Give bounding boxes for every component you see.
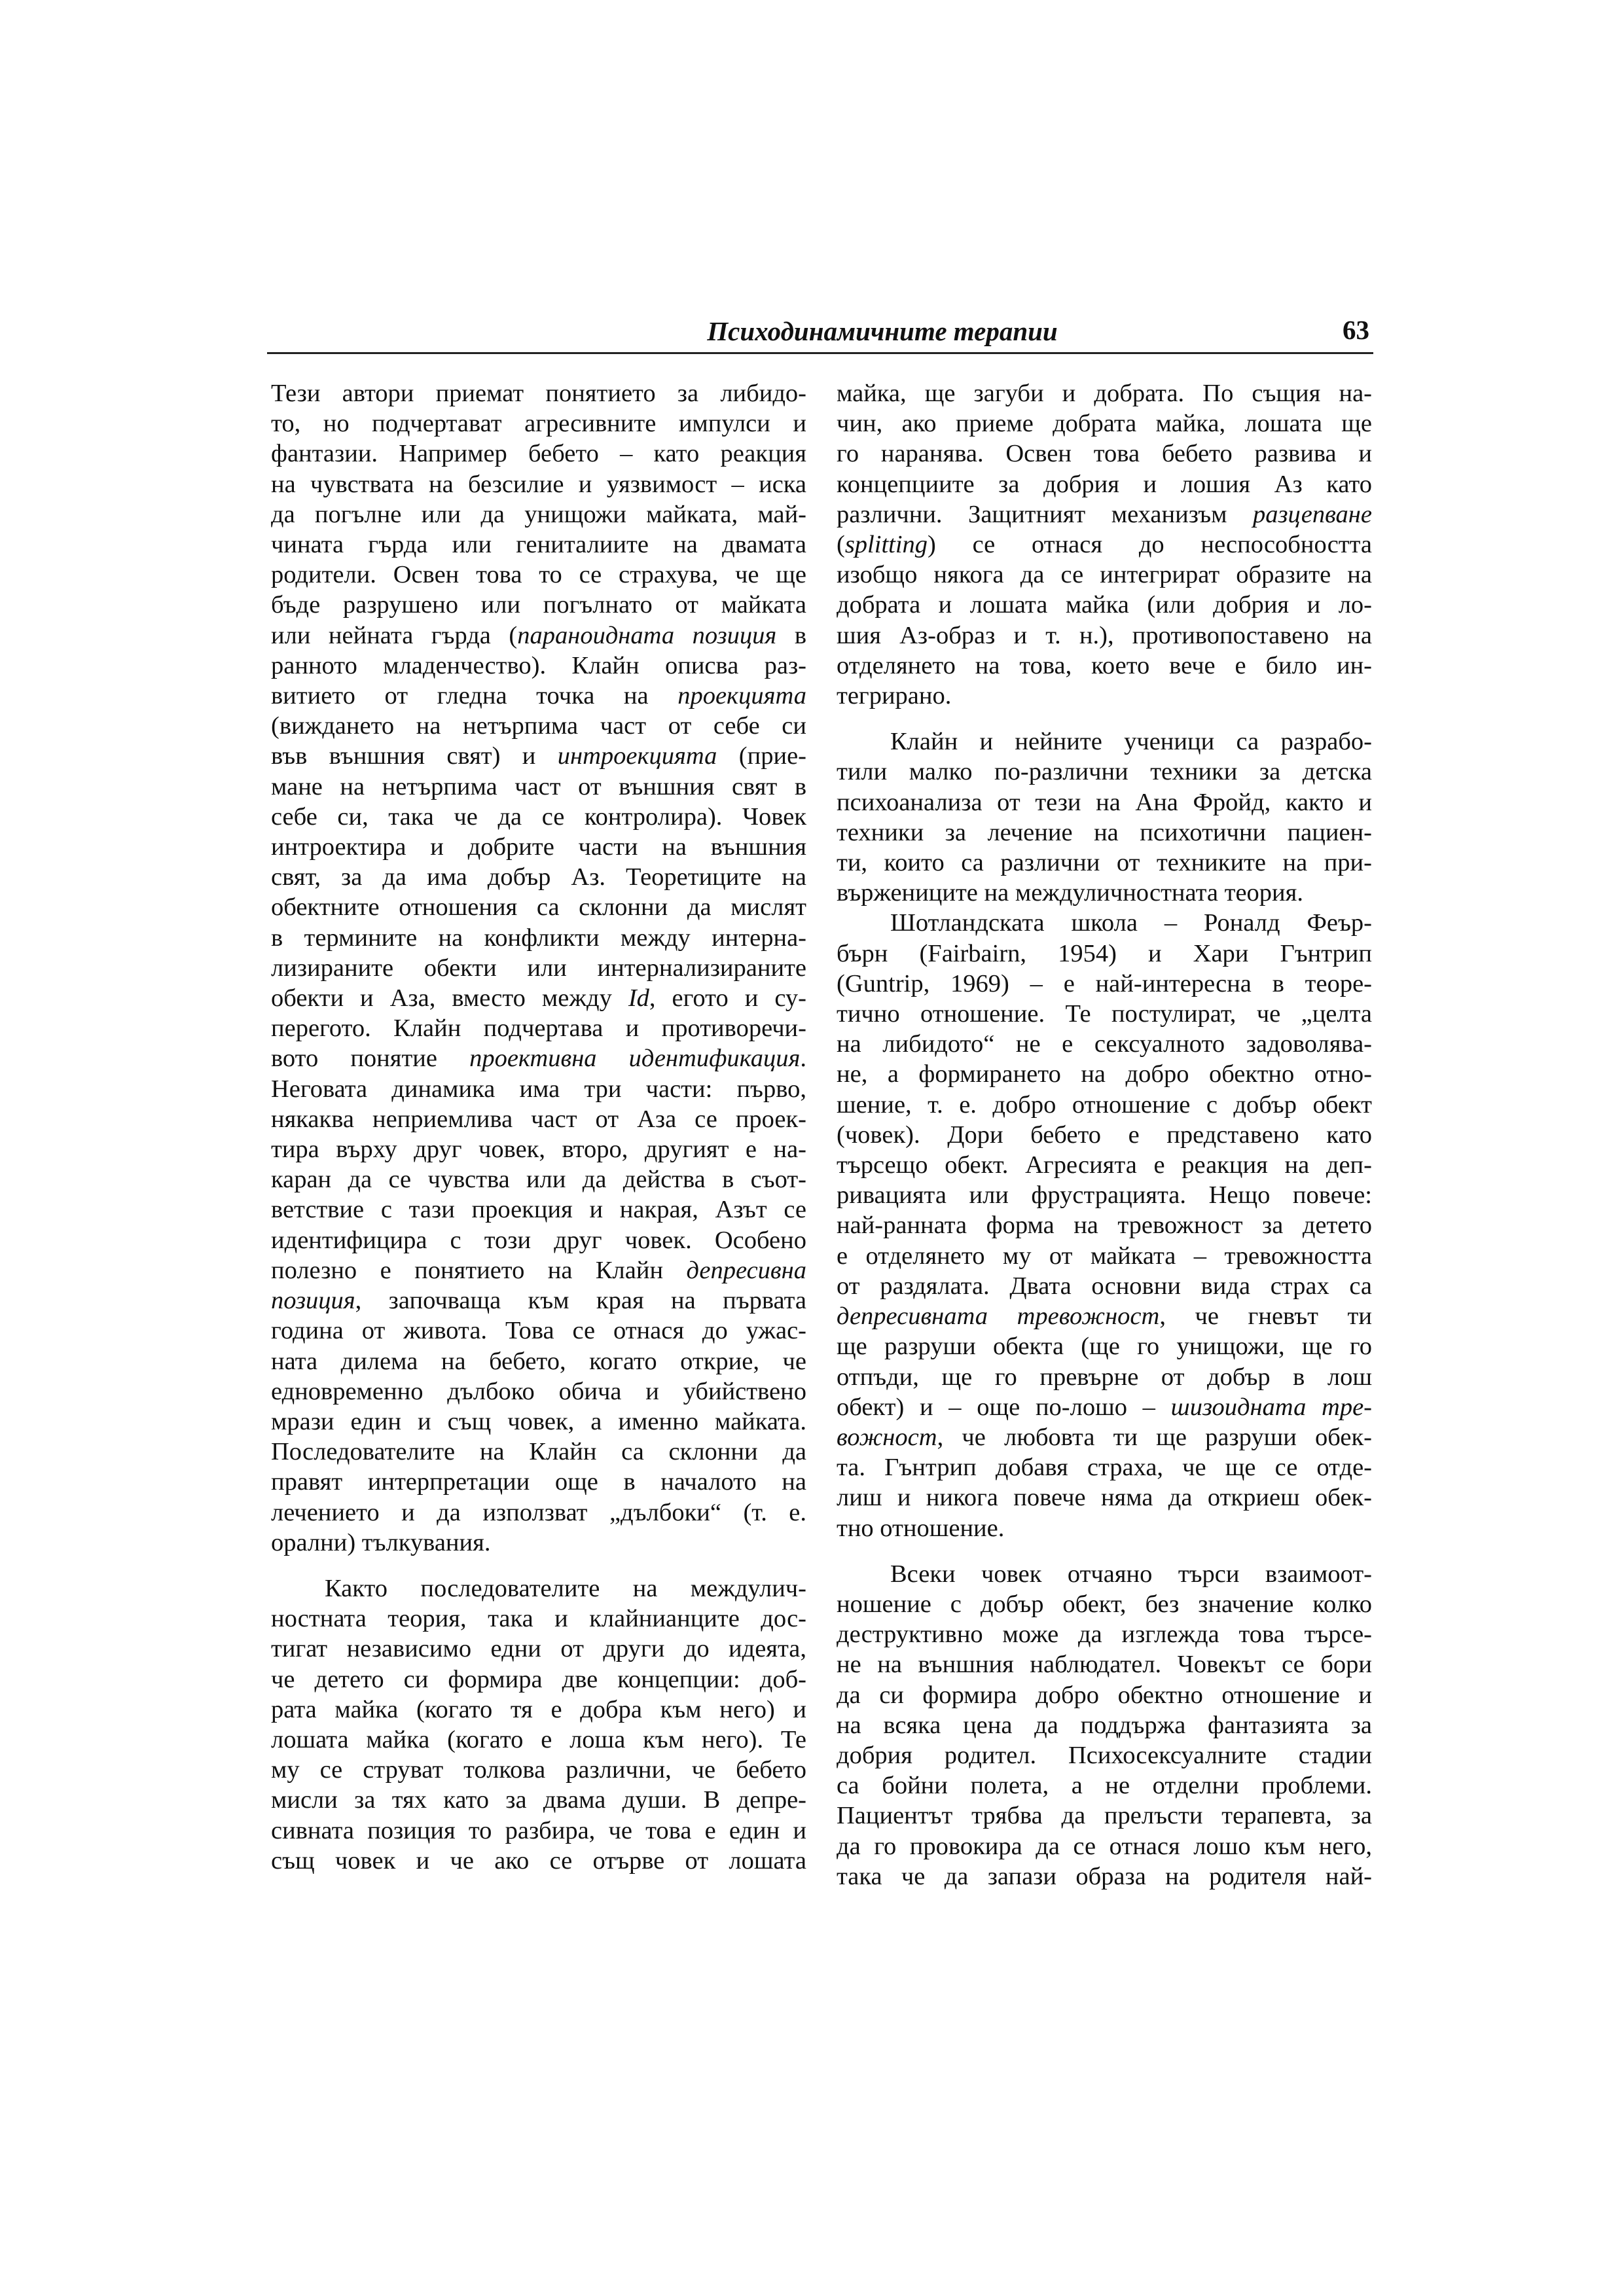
text-line (837, 1482, 1372, 1513)
right-column (837, 378, 1372, 1892)
text-line (837, 439, 1372, 469)
text-line (271, 892, 806, 922)
text-run: перегото. Клайн подчертава и противоречи- (271, 1014, 806, 1043)
text-run: сивната позиция то разбира, че това е един и (271, 1816, 806, 1844)
text-line (271, 1528, 806, 1558)
text-run: му се струват толкова различни, че бебето (271, 1756, 806, 1784)
text-run: Последователите на Клайн са склонни да (271, 1438, 806, 1466)
text-line (837, 408, 1372, 439)
text-line (837, 757, 1372, 787)
text-run: да го провокира да се отнася лошо към него, (837, 1832, 1372, 1860)
text-line (271, 1255, 806, 1285)
text-run: едновременно дълбоко обича и убийствено (271, 1377, 806, 1405)
text-run: някаква неприемлива част от Аза се проек- (271, 1105, 806, 1133)
text-run: шия Аз-образ и т. н.), противопоставено на (837, 621, 1372, 649)
text-line (271, 1043, 806, 1073)
text-line (837, 1770, 1372, 1801)
italic-term: интроекцията (557, 742, 717, 770)
text-run: бърн (Fairbairn, 1954) и Хари Гънтрип (837, 939, 1372, 967)
text-line (837, 378, 1372, 408)
text-run: добрата и лошата майка (или добрия и ло- (837, 591, 1372, 619)
text-line (271, 1164, 806, 1194)
text-line (837, 469, 1372, 499)
running-header (267, 313, 1373, 354)
text-line (837, 726, 1372, 757)
text-line (837, 1619, 1372, 1649)
text-run: не на външния наблюдател. Човекът се бори (837, 1651, 1372, 1679)
text-line (271, 529, 806, 560)
left-column (271, 378, 806, 1876)
text-run: ната дилема на бебето, когато открие, че (271, 1347, 806, 1375)
italic-term: Id (628, 984, 649, 1013)
text-line (271, 1634, 806, 1664)
text-run: , започваща към края на първата (355, 1287, 806, 1315)
text-line (837, 1801, 1372, 1831)
text-run: , че гневът ти (1159, 1302, 1372, 1331)
text-line (837, 908, 1372, 938)
text-run: чин, ако приеме добрата майка, лошата ще (837, 410, 1372, 438)
text-line (837, 560, 1372, 590)
text-run: да си формира добро обектно отношение и (837, 1681, 1372, 1709)
text-line (271, 772, 806, 802)
text-run: мисли за тях като за двама души. В депре- (271, 1786, 806, 1814)
text-run: лизираните обекти или интернализираните (271, 954, 806, 982)
text-run: не, а формирането на добро обектно отно- (837, 1060, 1372, 1088)
paragraph-gap (837, 711, 1372, 726)
text-run: да погълне или да унищожи майката, май- (271, 500, 806, 528)
text-run: вържениците на междуличностната теория. (837, 879, 1303, 907)
text-run: в термините на конфликти между интерна- (271, 924, 806, 952)
text-run: ностната теория, така и клайнианците дос- (271, 1605, 806, 1633)
text-run: тегрирано. (837, 682, 952, 710)
text-run: тигат независимо едни от други до идеята, (271, 1635, 806, 1663)
text-line (837, 939, 1372, 969)
text-line (837, 1271, 1372, 1301)
text-run: родители. Освен това то се страхува, че ще (271, 561, 806, 589)
text-run: ранното младенчество). Клайн описва раз- (271, 651, 806, 679)
text-line (837, 1362, 1372, 1392)
text-run: полезно е понятието на Клайн (271, 1256, 687, 1284)
text-line (271, 620, 806, 651)
italic-term: позиция (271, 1287, 355, 1315)
text-run: ) се отнася до неспособността (928, 531, 1372, 559)
text-line (271, 1225, 806, 1255)
text-line (271, 1467, 806, 1497)
text-run: различни. Защитният механизъм (837, 500, 1254, 528)
text-run: та. Гънтрип добавя страха, че ще се отде- (837, 1454, 1372, 1482)
text-line (271, 560, 806, 590)
text-line (271, 378, 806, 408)
text-run: на чувствата на безсилие и уязвимост – иска (271, 470, 806, 498)
text-run: или нейната гърда ( (271, 621, 518, 649)
text-run: лечението и да използват „дълбоки“ (т. е. (271, 1498, 806, 1526)
text-run: обект) и – още по-лошо – (837, 1393, 1171, 1421)
text-line (837, 1452, 1372, 1482)
text-line (271, 408, 806, 439)
text-run: във външния свят) и (271, 742, 558, 770)
text-run: лошата майка (когато е лоша към него). Те (271, 1725, 806, 1753)
text-line (271, 741, 806, 771)
text-run: Неговата динамика има три части: първо, (271, 1075, 806, 1103)
text-line (837, 1120, 1372, 1150)
italic-term: вожност (837, 1423, 937, 1451)
text-line (271, 1785, 806, 1815)
paragraph-gap (271, 1558, 806, 1573)
text-line (271, 1346, 806, 1376)
text-run: Всеки човек отчаяно търси взаимоот- (890, 1560, 1372, 1588)
text-line (837, 1301, 1372, 1331)
text-line (837, 878, 1372, 908)
text-line (271, 862, 806, 892)
text-run: ( (837, 531, 845, 559)
text-run: тно отношение. (837, 1514, 1005, 1542)
text-line (271, 953, 806, 983)
text-line (271, 1074, 806, 1104)
text-line (271, 1437, 806, 1467)
text-line (837, 1680, 1372, 1710)
text-line (271, 923, 806, 953)
text-run: от раздялата. Двата основни вида страх са (837, 1272, 1372, 1300)
text-run: тира върху друг човек, второ, другият е на- (271, 1136, 806, 1164)
text-run: рата майка (когато тя е добра към него) и (271, 1695, 806, 1723)
text-line (271, 1376, 806, 1407)
text-run: така че да запази образа на родителя най- (837, 1862, 1372, 1890)
text-run: търсещо обект. Агресията е реакция на деп- (837, 1151, 1372, 1179)
text-line (837, 590, 1372, 620)
text-run: е отделянето му от майката – тревожността (837, 1242, 1372, 1270)
text-run: го наранява. Освен това бебето развива и (837, 440, 1372, 468)
italic-term: проекцията (677, 682, 806, 710)
text-run: техники за лечение на психотични пациен- (837, 818, 1372, 846)
text-line (271, 439, 806, 469)
text-run: ти, които са различни от техниките на при- (837, 849, 1372, 877)
text-run: Тези автори приемат понятието за либидо- (271, 380, 806, 407)
text-line (271, 1104, 806, 1134)
text-run: , егото и су- (649, 984, 806, 1013)
text-run: психоанализа от тези на Ана Фройд, както и (837, 788, 1372, 816)
text-line (837, 499, 1372, 529)
text-line (837, 1513, 1372, 1543)
running-title: Психодинамичните терапии (707, 316, 1058, 346)
text-run: отделянето на това, което вече е било ин- (837, 651, 1372, 679)
text-line (837, 848, 1372, 878)
text-line (271, 802, 806, 832)
text-line (271, 1407, 806, 1437)
text-line (271, 1013, 806, 1043)
text-run: , че любовта ти ще разруши обек- (937, 1423, 1372, 1451)
text-line (837, 529, 1372, 560)
text-line (837, 1210, 1372, 1240)
text-line (271, 1134, 806, 1164)
text-line (837, 1241, 1372, 1271)
text-line (271, 1695, 806, 1725)
text-run: лиш и никога повече няма да откриеш обек- (837, 1484, 1372, 1512)
text-line (271, 1816, 806, 1846)
text-run: (вижданeто на нетърпима част от себе си (271, 712, 806, 740)
text-line (837, 1180, 1372, 1210)
text-run: най-ранната форма на тревожност за детето (837, 1211, 1372, 1240)
text-line (837, 1150, 1372, 1180)
text-run: шение, т. е. добро отношение с добър обект (837, 1090, 1372, 1119)
text-line (837, 1422, 1372, 1452)
text-line (271, 499, 806, 529)
text-line (837, 1559, 1372, 1589)
text-run: себе си, така че да се контролира). Човек (271, 802, 806, 831)
text-line (271, 1573, 806, 1604)
text-line (837, 1740, 1372, 1770)
text-run: в (776, 621, 807, 649)
text-run: че детето си формира две концепции: доб- (271, 1665, 806, 1693)
text-line (837, 1392, 1372, 1422)
text-line (271, 1194, 806, 1225)
text-run: Както последователите на междулич- (325, 1574, 806, 1602)
paragraph-gap (837, 1543, 1372, 1559)
text-run: Шотландската школа – Роналд Феър- (890, 909, 1372, 937)
text-line (837, 651, 1372, 681)
text-run: година от живота. Това се отнася до ужас- (271, 1317, 806, 1345)
text-line (271, 1316, 806, 1346)
text-run: на всяка цена да поддържа фантазията за (837, 1711, 1372, 1739)
text-line (837, 1029, 1372, 1059)
text-run: мане на нетърпима част от външния свят в (271, 772, 806, 800)
text-run: . (800, 1045, 806, 1073)
text-line (837, 1710, 1372, 1740)
text-line (271, 1498, 806, 1528)
text-line (837, 969, 1372, 999)
italic-term: депресивна (686, 1256, 806, 1284)
text-run: орални) тълкувания. (271, 1528, 491, 1556)
text-run: свят, за да има добър Аз. Теоретиците на (271, 863, 806, 891)
text-run: (Guntrip, 1969) – е най-интересна в теоре- (837, 969, 1372, 997)
text-line (271, 1725, 806, 1755)
text-line (271, 651, 806, 681)
italic-term: депресивната тревожност (837, 1302, 1160, 1331)
text-run: концепциите за добрия и лошия Аз като (837, 470, 1372, 498)
text-run: каран да се чувства или да действа в съот- (271, 1166, 806, 1194)
text-run: деструктивно може да изглежда това търсе- (837, 1621, 1372, 1649)
text-run: фантазии. Например бебето – като реакция (271, 440, 806, 468)
text-run: изобщо някога да се интегрират образите на (837, 561, 1372, 589)
text-run: обектните отношения са склонни да мислят (271, 893, 806, 922)
text-line (271, 711, 806, 741)
text-run: са бойни полета, а не отделни проблеми. (837, 1772, 1372, 1800)
text-run: интроектира и добрите части на външния (271, 833, 806, 861)
text-run: ривацията или фрустрацията. Нещо повече: (837, 1181, 1372, 1210)
text-run: добрия родител. Психосексуалните стадии (837, 1741, 1372, 1769)
page-number: 63 (1343, 315, 1369, 345)
text-line (837, 1831, 1372, 1861)
text-run: (човек). Дори бебето е представено като (837, 1121, 1372, 1149)
text-line (837, 1861, 1372, 1892)
text-line (271, 1664, 806, 1695)
text-line (271, 1846, 806, 1876)
text-line (837, 1059, 1372, 1089)
text-run: на либидото“ не е сексуалното задоволява- (837, 1030, 1372, 1058)
text-run: ношение с добър обект, без значение колко (837, 1590, 1372, 1618)
italic-term: splitting (844, 531, 928, 559)
text-run: ще разруши обекта (ще го унищожи, ще го (837, 1333, 1372, 1361)
text-line (271, 1604, 806, 1634)
text-line (837, 1090, 1372, 1120)
text-run: вото понятие (271, 1045, 470, 1073)
text-line (271, 1755, 806, 1785)
text-line (837, 1589, 1372, 1619)
text-line (837, 817, 1372, 848)
text-run: същ човек и че ако се отърве от лошата (271, 1846, 806, 1874)
text-line (271, 590, 806, 620)
italic-term: параноидната позиция (517, 621, 777, 649)
text-line (271, 1285, 806, 1316)
text-line (271, 469, 806, 499)
text-run: идентифицира с този друг човек. Особено (271, 1226, 806, 1254)
text-line (837, 1331, 1372, 1361)
italic-term: шизоидната тре- (1170, 1393, 1373, 1421)
text-run: тили малко по-различни техники за детска (837, 758, 1372, 786)
text-run: отпъди, ще го превърне от добър в лош (837, 1363, 1372, 1391)
text-run: обекти и Аза, вместо между (271, 984, 628, 1013)
text-run: майка, ще загуби и добрата. По същия на- (837, 380, 1372, 407)
italic-term: проективна идентификация (469, 1045, 801, 1073)
text-run: тично отношение. Те постулират, че „целта (837, 1000, 1372, 1028)
text-line (837, 681, 1372, 711)
text-line (271, 832, 806, 862)
text-run: Клайн и нейните ученици са разрабо- (890, 728, 1372, 756)
text-line (837, 787, 1372, 817)
text-run: ветствие с тази проекция и накрая, Азът се (271, 1196, 806, 1224)
text-run: (прие- (717, 742, 806, 770)
text-run: то, но подчертават агресивните импулси и (271, 410, 806, 438)
text-line (837, 999, 1372, 1029)
text-line (837, 1649, 1372, 1679)
text-run: витието от гледна точка на (271, 682, 678, 710)
text-line (271, 983, 806, 1013)
text-run: мрази един и същ човек, а именно майката. (271, 1407, 806, 1435)
text-run: чината гърда или гениталиите на двамата (271, 531, 806, 559)
text-run: бъде разрушено или погълнато от майката (271, 591, 806, 619)
italic-term: разцепване (1253, 500, 1372, 528)
text-run: правят интерпретации още в началото на (271, 1468, 806, 1496)
text-line (271, 681, 806, 711)
text-line (837, 620, 1372, 651)
text-run: Пациентът трябва да прелъсти терапевта, за (837, 1802, 1372, 1830)
